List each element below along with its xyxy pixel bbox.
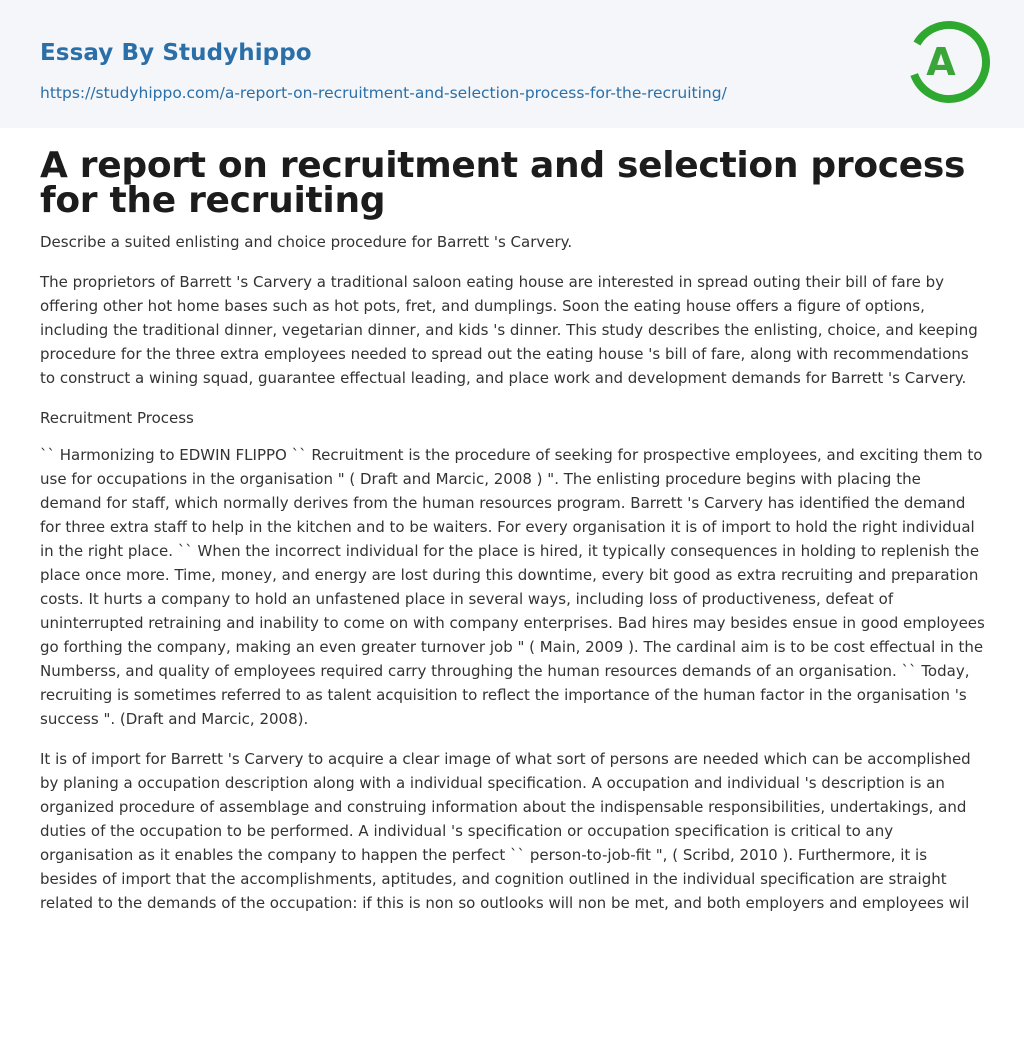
page-title: A report on recruitment and selection process for the recruiting [40,145,966,221]
page-url-link[interactable]: https://studyhippo.com/a-report-on-recruitment-and-selection-process-for-the-recruiting/ [40,84,727,102]
paragraph-2: `` Harmonizing to EDWIN FLIPPO `` Recruitment is the procedure of seeking for prospective employees, and exciting them to use for occupations in the organisation " ( Draft and Marcic, 2008 ) ". The enlisting procedure begins with placing the demand for staff, which normally derives from the human resources program. Barrett 's Carvery has identified the demand for three extra staff to help in the kitchen and to be waiters. For every organisation it is of import to hold the right individual in the right place. `` When the incorrect individual for the place is hired, it typically consequences in holding to replenish the place once more. Time, money, and energy are lost during this downtime, every bit good as extra recruiting and preparation costs. It hurts a company to hold an unfastened place in several ways, including loss of productiveness, defeat of uninterrupted retraining and inability to come on with company enterprises. Bad hires may besides ensue in good employees go forthing the company, making an even greater turnover job " ( Main, 2009 ). The cardinal aim is to be cost effectual in the Numberss, and quality of employees required carry throughing the human resources demands of an organisation. `` Today, recruiting is sometimes referred to as talent acquisition to reflect the importance of the human factor in the organisation 's success ". (Draft and Marcic, 2008). [40,446,985,728]
section-heading: Recruitment Process [40,409,194,427]
paragraph-3: It is of import for Barrett 's Carvery to acquire a clear image of what sort of persons are needed which can be accomplished by planing a occupation description along with a individual specification. A occupation and individual 's description is an organized procedure of assemblage and construing information about the indispensable responsibilities, undertakings, and duties of the occupation to be performed. A individual 's specification or occupation specification is critical to any organisation as it enables the company to happen the perfect `` person-to-job-fit ", ( Scribd, 2010 ). Furthermore, it is besides of import that the accomplishments, aptitudes, and cognition outlined in the individual specification are straight related to the demands of the occupation: if this is non so outlooks will non be met, and both employers and employees wil [40,750,971,912]
studyhippo-logo-icon[interactable] [908,16,990,108]
intro-paragraph: Describe a suited enlisting and choice procedure for Barrett 's Carvery. [40,233,573,251]
article [40,145,986,931]
paragraph-1: The proprietors of Barrett 's Carvery a traditional saloon eating house are interested in spread outing their bill of fare by offering other hot home bases such as hot pots, fret, and dumplings. Soon the eating house offers a figure of options, including the traditional dinner, vegetarian dinner, and kids 's dinner. This study describes the enlisting, choice, and keeping procedure for the three extra employees needed to spread out the eating house 's bill of fare, along with recommendations to construct a wining squad, guarantee effectual leading, and place work and development demands for Barrett 's Carvery. [40,273,978,387]
site-header [0,0,1024,128]
brand-link[interactable]: Essay By Studyhippo [40,40,312,66]
logo-letter: A [926,40,956,84]
